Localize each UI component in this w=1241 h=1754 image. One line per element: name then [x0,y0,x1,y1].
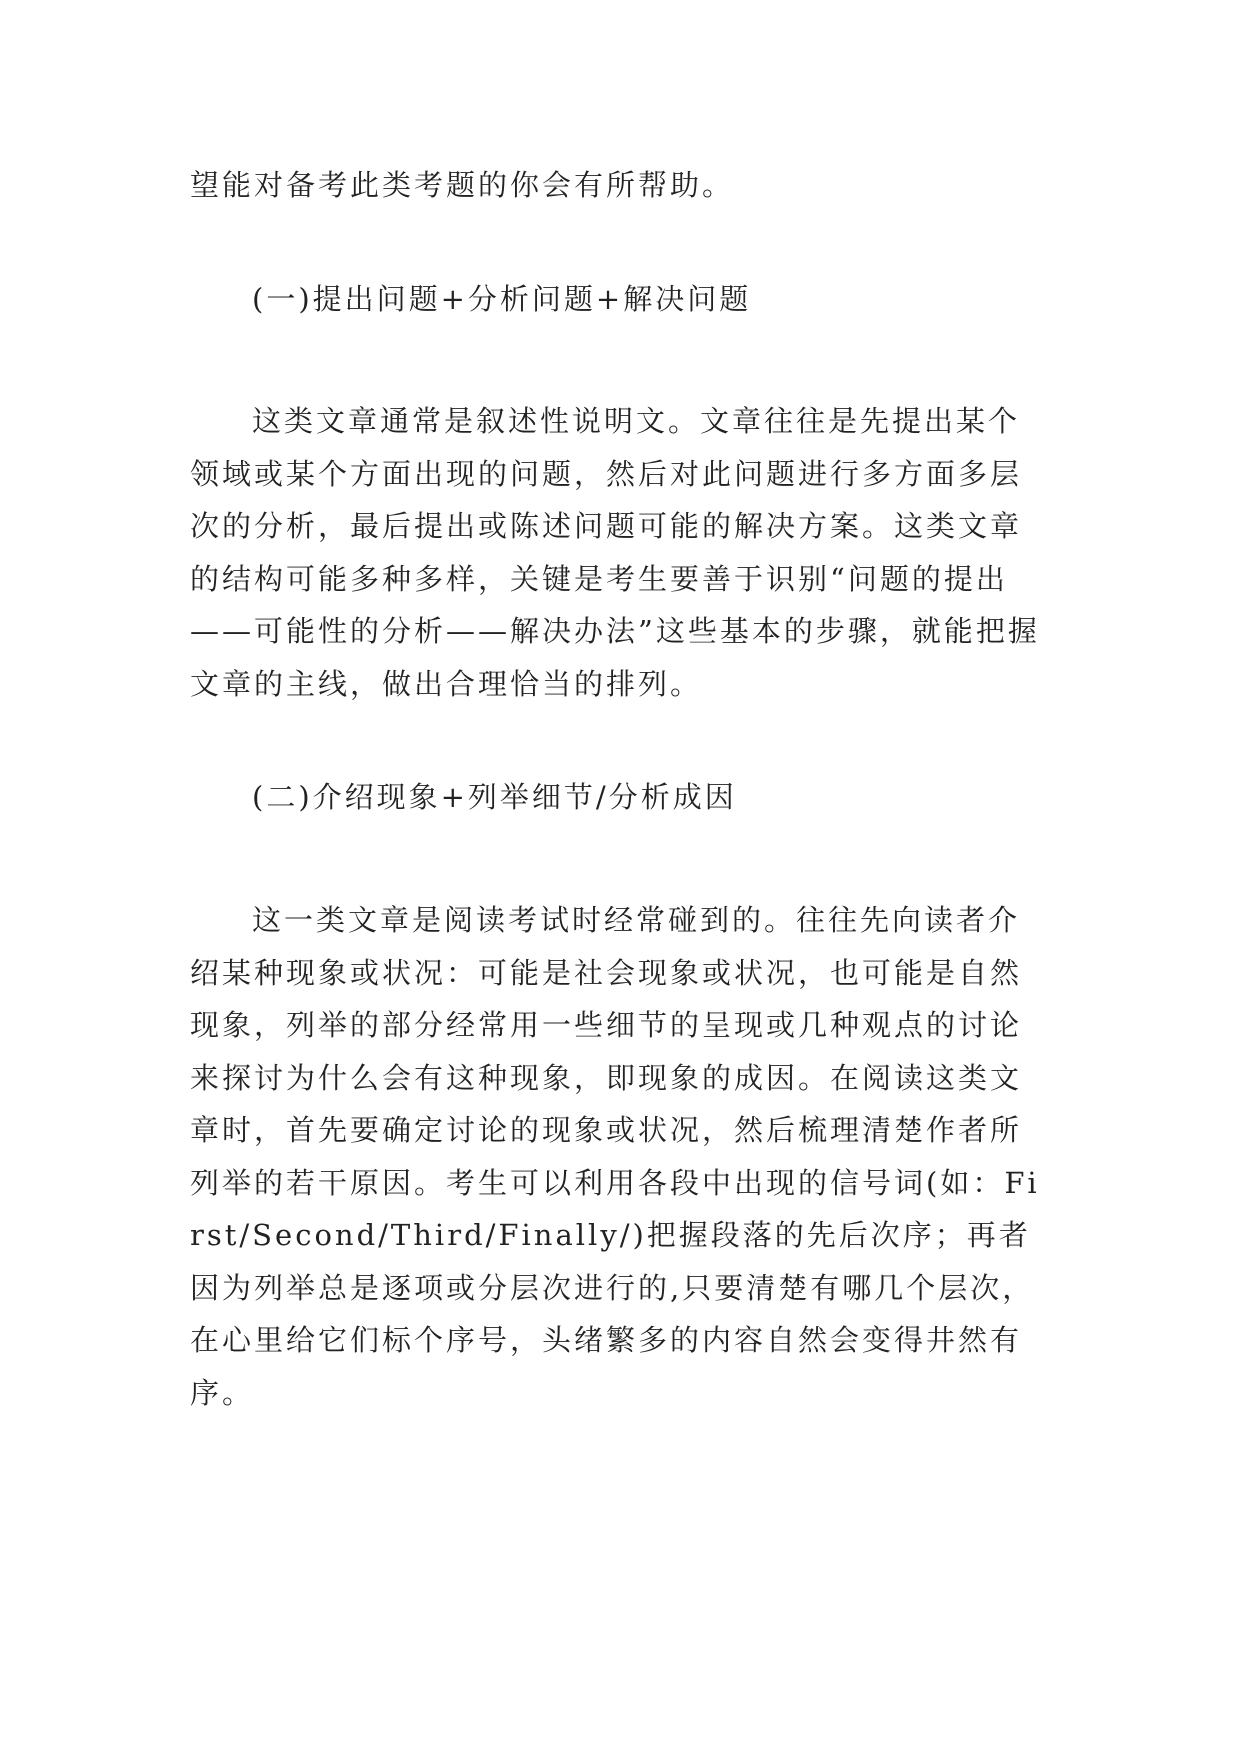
section-paragraph-1: 这类文章通常是叙述性说明文。文章往往是先提出某个领域或某个方面出现的问题，然后对此问题进行多方面多层次的分析，最后提出或陈述问题可能的解决方案。这类文章的结构可能多种多样，关键是考生要善于识别“问题的提出——可能性的分析——解决办法”这些基本的步骤，就能把握文章的主线，做出合理恰当的排列。 [190,404,1040,701]
section-paragraph-2: 这一类文章是阅读考试时经常碰到的。往往先向读者介绍某种现象或状况：可能是社会现象或状况，也可能是自然现象，列举的部分经常用一些细节的呈现或几种观点的讨论来探讨为什么会有这种现象，即现象的成因。在阅读这类文章时，首先要确定讨论的现象或状况，然后梳理清楚作者所列举的若干原因。考生可以利用各段中出现的信号词(如：First/Second/Third/Finally/)把握段落的先后次序；再者因为列举总是逐项或分层次进行的,只要清楚有哪几个层次，在心里给它们标个序号，头绪繁多的内容自然会变得井然有序。 [190,903,1040,1410]
section-heading-2: (二)介绍现象+列举细节/分析成因 [252,780,737,814]
section-heading-1: (一)提出问题+分析问题+解决问题 [252,282,752,316]
intro-paragraph-tail: 望能对备考此类考题的你会有所帮助。 [190,168,735,202]
